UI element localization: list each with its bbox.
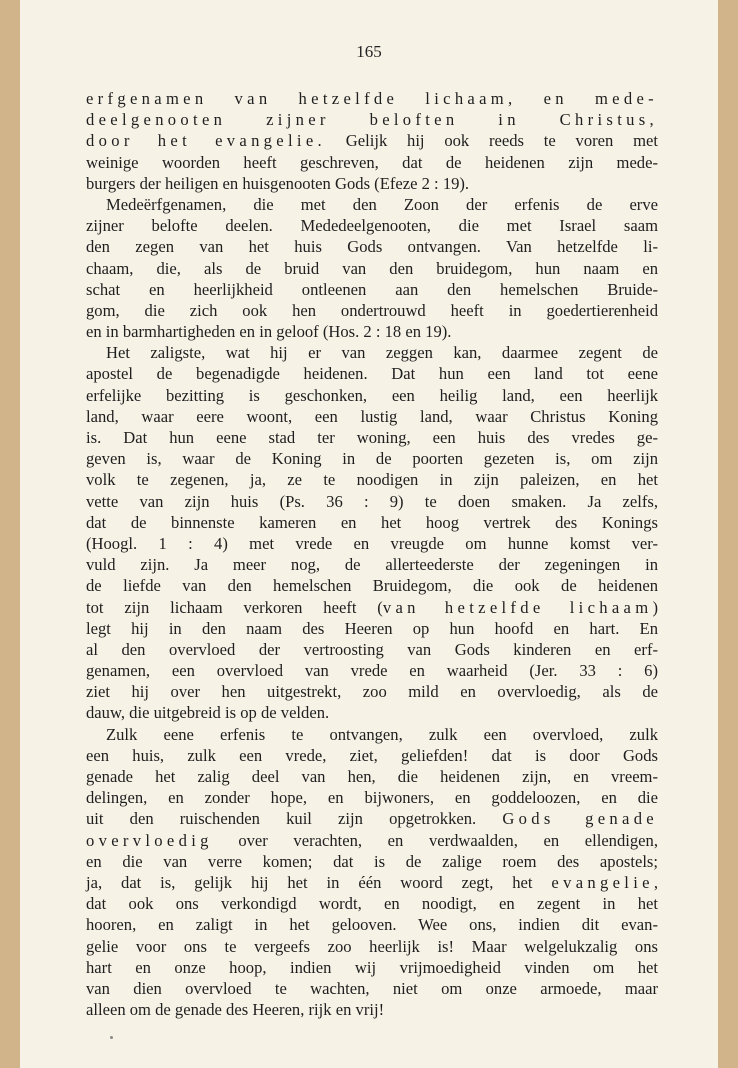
text-line — [86, 152, 658, 173]
text-line — [86, 618, 658, 639]
text-run: ja, dat is, gelijk hij het in één woord zegt, het — [86, 872, 552, 892]
text-line — [86, 130, 658, 151]
text-line — [86, 448, 658, 469]
text-line — [86, 681, 658, 702]
text-line — [86, 957, 658, 978]
text-run: Het zaligste, wat hij er van zeggen kan, daarmee zegent de — [106, 343, 658, 363]
text-line — [86, 236, 658, 257]
text-line — [86, 872, 658, 893]
text-line — [86, 258, 658, 279]
text-run: volk te zegenen, ja, ze te noodigen in zijn paleizen, en het — [86, 470, 658, 490]
text-line — [86, 766, 658, 787]
text-line — [86, 660, 658, 681]
text-run: ) — [652, 597, 658, 617]
text-run: weinige woorden heeft geschreven, dat de heidenen zijn mede- — [86, 152, 658, 172]
text-run: Gelijk hij ook reeds te voren met — [325, 131, 658, 151]
text-line — [86, 851, 658, 872]
spaced-emphasis: overvloedig — [86, 830, 213, 850]
text-line — [86, 639, 658, 660]
text-run: van dien overvloed te wachten, niet om onze armoede, maar — [86, 978, 658, 998]
text-run: en in barmhartigheden en in geloof (Hos. 2 : 18 en 19). — [86, 322, 452, 342]
text-run: tot zijn lichaam verkoren heeft ( — [86, 597, 383, 617]
body-text — [86, 88, 658, 1020]
text-line — [86, 745, 658, 766]
text-run: gelie voor ons te vergeefs zoo heerlijk is! Maar welgelukzalig ons — [86, 936, 658, 956]
text-run: land, waar eere woont, een lustig land, waar Christus Koning — [86, 406, 658, 426]
text-line — [86, 279, 658, 300]
text-run: apostel de begenadigde heidenen. Dat hun een land tot eene — [86, 364, 658, 384]
text-run: (Hoogl. 1 : 4) met vrede en vreugde om hunne komst ver- — [86, 533, 658, 553]
text-line — [86, 978, 658, 999]
text-run: alleen om de genade des Heeren, rijk en vrij! — [86, 1000, 385, 1020]
text-line — [86, 342, 658, 363]
text-line — [86, 469, 658, 490]
text-line — [86, 830, 658, 851]
text-run: den zegen van het huis Gods ontvangen. Van hetzelfde li- — [86, 237, 658, 257]
spaced-emphasis: van hetzelfde lichaam — [382, 597, 653, 617]
text-run: de liefde van den hemelschen Bruidegom, die ook de heidenen — [86, 576, 658, 596]
text-run: uit den ruischenden kuil zijn opgetrokken. — [86, 809, 503, 829]
page-edge-right — [718, 0, 738, 1068]
text-run: hooren, en zaligt in het gelooven. Wee ons, indien dit evan- — [86, 915, 658, 935]
text-run: dat ook ons verkondigd wordt, en noodigt, en zegent in het — [86, 894, 658, 914]
text-line — [86, 194, 658, 215]
text-line — [86, 914, 658, 935]
text-line — [86, 533, 658, 554]
text-run: , — [653, 872, 658, 892]
spaced-emphasis: erfgenamen van hetzelfde lichaam, en mede- — [86, 89, 658, 108]
text-line — [86, 491, 658, 512]
text-run: al den overvloed der vertroosting van Gods kinderen en erf- — [86, 639, 658, 659]
spaced-emphasis: evangelie — [551, 872, 654, 892]
text-run: schat en heerlijkheid ontleenen aan den hemelschen Bruide- — [86, 279, 658, 299]
text-run: en die van verre komen; dat is de zalige roem des apostels; — [86, 851, 658, 871]
text-run: geven is, waar de Koning in de poorten gezeten is, om zijn — [86, 449, 658, 469]
text-run: genade het zalig deel van hen, die heidenen zijn, en vreem- — [86, 767, 658, 786]
text-line — [86, 554, 658, 575]
text-run: hart en onze hoop, indien wij vrijmoedigheid vinden om het — [86, 957, 658, 977]
text-run: chaam, die, als de bruid van den bruidegom, hun naam en — [86, 258, 658, 278]
spaced-emphasis: deelgenooten zijner beloften in Christus, — [86, 110, 658, 130]
spaced-emphasis: Gods genade — [502, 809, 658, 829]
text-run: dauw, die uitgebreid is op de velden. — [86, 703, 330, 723]
text-run: burgers der heiligen en huisgenooten Gods (Efeze 2 : 19). — [86, 173, 470, 193]
text-line — [86, 385, 658, 406]
text-run: een huis, zulk een vrede, ziet, geliefden! dat is door Gods — [86, 745, 658, 765]
text-run: zijner belofte deelen. Mededeelgenooten, die met Israel saam — [86, 216, 658, 236]
text-run: dat de binnenste kameren en het hoog vertrek des Konings — [86, 512, 658, 532]
text-line — [86, 321, 658, 342]
text-line — [86, 427, 658, 448]
text-run: genamen, een overvloed van vrede en waarheid (Jer. 33 : 6) — [86, 661, 658, 681]
text-line — [86, 936, 658, 957]
text-line — [86, 300, 658, 321]
text-line — [86, 173, 658, 194]
text-line — [86, 575, 658, 596]
text-run: over verachten, en verdwaalden, en ellendigen, — [212, 830, 658, 850]
page-sheet — [20, 0, 718, 1068]
text-line — [86, 808, 658, 829]
text-line — [86, 512, 658, 533]
text-run: Zulk eene erfenis te ontvangen, zulk een overvloed, zulk — [106, 724, 658, 744]
text-run: gom, die zich ook hen ondertrouwd heeft in goedertierenheid — [86, 300, 658, 320]
text-line — [86, 363, 658, 384]
page-number: 165 — [356, 42, 382, 61]
text-run: delingen, en zonder hope, en bijwoners, en goddeloozen, en die — [86, 788, 658, 808]
ink-speck — [110, 1036, 113, 1039]
text-run: erfelijke bezitting is geschonken, een heilig land, een heerlijk — [86, 385, 658, 405]
text-run: Medeërfgenamen, die met den Zoon der erfenis de erve — [106, 194, 658, 214]
text-line — [86, 406, 658, 427]
text-line — [86, 109, 658, 130]
text-line — [86, 702, 658, 723]
text-run: is. Dat hun eene stad ter woning, een huis des vredes ge- — [86, 428, 658, 447]
spaced-emphasis: door het evangelie. — [86, 131, 326, 151]
text-line — [86, 88, 658, 109]
text-run: legt hij in den naam des Heeren op hun hoofd en hart. En — [86, 618, 658, 638]
text-line — [86, 597, 658, 618]
text-line — [86, 787, 658, 808]
text-run: vette van zijn huis (Ps. 36 : 9) te doen smaken. Ja zelfs, — [86, 491, 658, 511]
text-run: vuld zijn. Ja meer nog, de allerteederste der zegeningen in — [86, 555, 658, 575]
text-line — [86, 215, 658, 236]
page-edge-left — [0, 0, 20, 1068]
text-line — [86, 893, 658, 914]
text-run: ziet hij over hen uitgestrekt, zoo mild en overvloedig, als de — [86, 682, 658, 702]
text-line — [86, 999, 658, 1020]
text-line — [86, 724, 658, 745]
